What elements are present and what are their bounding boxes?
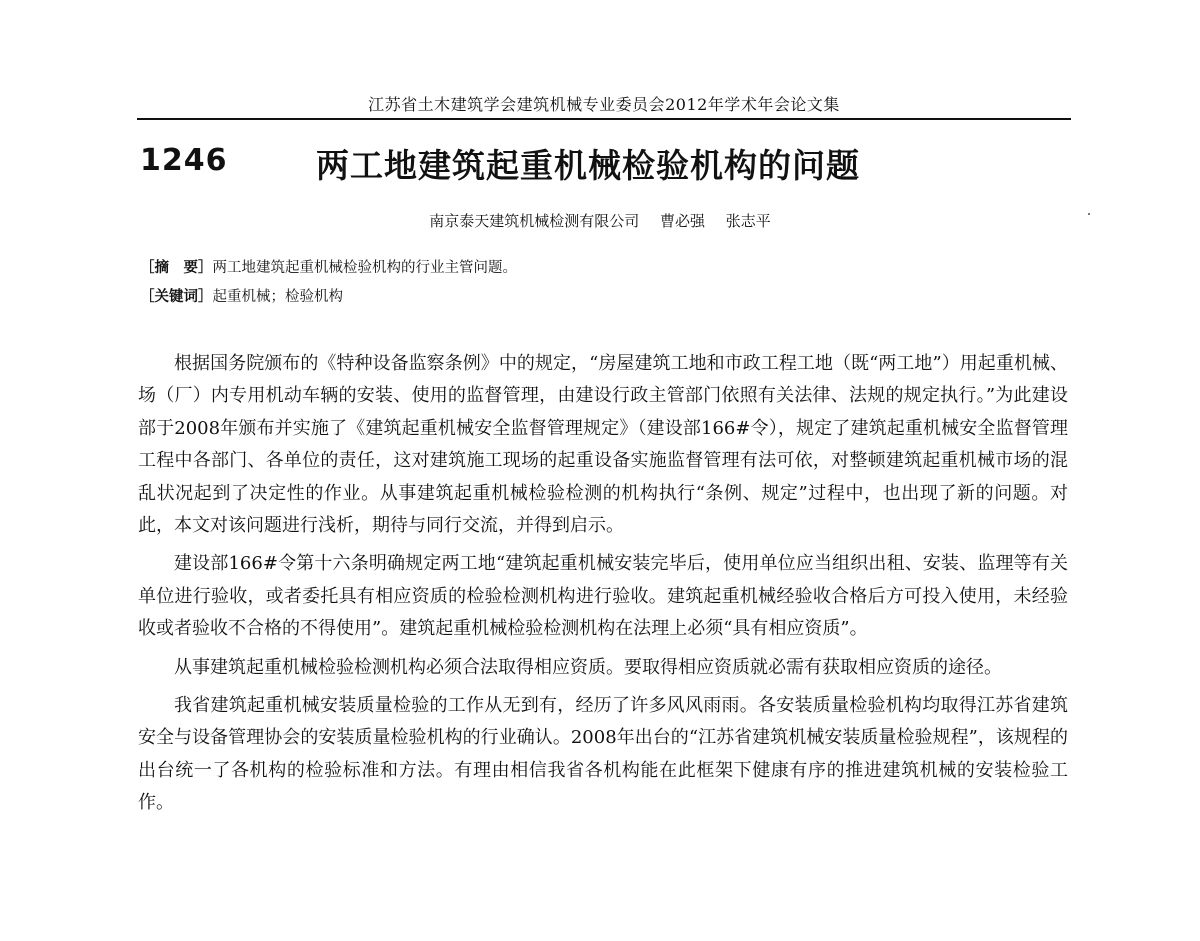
- keywords-text: 起重机械；检验机构: [212, 289, 343, 305]
- body-paragraph: 我省建筑起重机械安装质量检验的工作从无到有，经历了许多风风雨雨。各安装质量检验机构均取得江苏省建筑安全与设备管理协会的安装质量检验机构的行业确认。2008年出台的“江苏省建筑机械安装质量检验规程”，该规程的出台统一了各机构的检验标准和方法。有理由相信我省各机构能在此框架下健康有序的推进建筑机械的安装检验工作。: [138, 695, 1068, 814]
- abstract-text: 两工地建筑起重机械检验机构的行业主管问题。: [212, 260, 517, 276]
- keywords-line: [140, 285, 343, 306]
- body-paragraph: 从事建筑起重机械检验检测机构必须合法取得相应资质。要取得相应资质就必需有获取相应资质的途径。: [174, 656, 1002, 678]
- author-name: 曹必强: [659, 212, 705, 230]
- author-line: [330, 210, 870, 231]
- header-rule: [137, 118, 1071, 120]
- author-name: 张志平: [725, 212, 771, 230]
- abstract-label: ［摘 要］: [140, 259, 213, 276]
- paper-title: 两工地建筑起重机械检验机构的问题: [316, 146, 860, 185]
- scan-speck: [1088, 213, 1090, 215]
- body-paragraph: 建设部166#令第十六条明确规定两工地“建筑起重机械安装完毕后，使用单位应当组织出租、安装、监理等有关单位进行验收，或者委托具有相应资质的检验检测机构进行验收。建筑起重机械经验收合格后方可投入使用，未经验收或者验收不合格的不得使用”。建筑起重机械检验检测机构在法理上必须“具有相应资质”。: [138, 553, 1068, 640]
- running-header: 江苏省土木建筑学会建筑机械专业委员会2012年学术年会论文集: [368, 95, 840, 114]
- abstract-line: [140, 256, 517, 277]
- paper-number: 1246: [140, 143, 228, 178]
- keywords-label: ［关键词］: [140, 288, 213, 305]
- body-text: [138, 348, 1068, 826]
- affiliation: 南京泰天建筑机械检测有限公司: [429, 212, 640, 230]
- body-paragraph: 根据国务院颁布的《特种设备监察条例》中的规定，“房屋建筑工地和市政工程工地（既“两工地”）用起重机械、场（厂）内专用机动车辆的安装、使用的监督管理，由建设行政主管部门依照有关法律、法规的规定执行。”为此建设部于2008年颁布并实施了《建筑起重机械安全监督管理规定》（建设部166#令），规定了建筑起重机械安全监督管理工程中各部门、各单位的责任，这对建筑施工现场的起重设备实施监督管理有法可依，对整顿建筑起重机械市场的混乱状况起到了决定性的作业。从事建筑起重机械检验检测的机构执行“条例、规定”过程中，也出现了新的问题。对此，本文对该问题进行浅析，期待与同行交流，并得到启示。: [138, 353, 1068, 537]
